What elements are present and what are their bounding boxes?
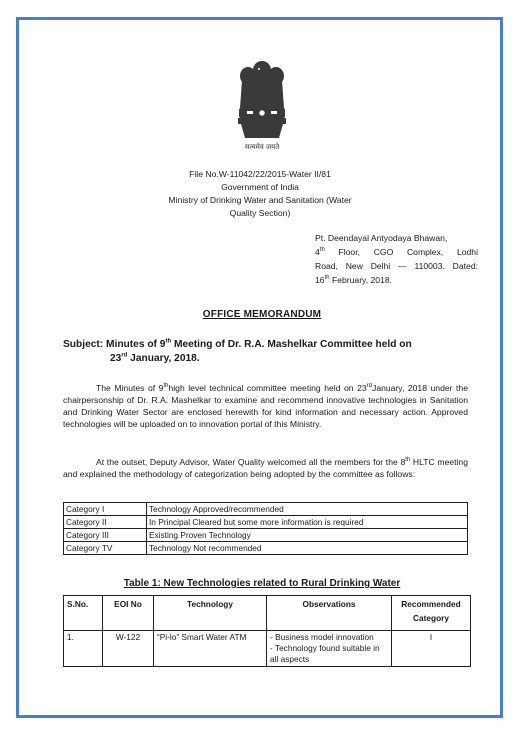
technologies-table [63, 595, 471, 667]
ministry-line: Ministry of Drinking Water and Sanitation (Water [168, 195, 352, 205]
date-day-suffix: th [324, 275, 330, 282]
category-name: Category II [64, 516, 147, 529]
subject-sup-a: th [165, 338, 172, 345]
national-emblem-icon [233, 56, 291, 152]
subject-text-a: Subject: Minutes of 9 [63, 339, 166, 350]
subject-line [63, 338, 473, 366]
address-block [315, 231, 478, 287]
category-description: Existing Proven Technology [147, 529, 468, 542]
para1-sup-b: rd [366, 383, 373, 390]
subject-text-b: Meeting of Dr. R.A. Mashelkar Committee held on [171, 339, 412, 350]
category-description: In Principal Cleared but some more information is required [147, 516, 468, 529]
address-line-3: Road, New Delhi — 110003. Dated: [315, 261, 478, 271]
para1-text-c: January, 2018 under the chairpersonship of Dr. R.A. Mashelkar to examine and recommend innovative technologies in Sanitation and Drinking Water Sector are enclosed herewith for kind information and necessary action. Approved technologies will be uploaded on to innovation portal of this Ministry. [63, 383, 468, 429]
header-technology: Technology [154, 596, 267, 631]
table-row [64, 516, 468, 529]
cell-technology: “Pi-lo” Smart Water ATM [154, 631, 267, 667]
category-name: Category TV [64, 542, 147, 555]
subject-date-rest: January, 2018. [127, 353, 200, 364]
category-name: Category III [64, 529, 147, 542]
address-line-2 [315, 245, 478, 259]
letter-header [150, 168, 370, 220]
cell-eoi: W-122 [103, 631, 154, 667]
subject-sup-b: rd [121, 352, 128, 359]
address-date [315, 273, 478, 287]
header-sno: S.No. [64, 596, 103, 631]
para2-text-a: At the outset, Deputy Advisor, Water Quality welcomed all the members for the 8 [96, 457, 406, 467]
table-row [64, 542, 468, 555]
header-category: Recommended Category [392, 596, 471, 631]
para2-text-b: HLTC meeting and explained the methodology of categorization being adopted by the committee as follows: [63, 457, 468, 479]
category-description: Technology Not recommended [147, 542, 468, 555]
table-header-row [64, 596, 471, 631]
memo-title: OFFICE MEMORANDUM [202, 309, 322, 320]
address-floor-text: Floor, CGO Complex, Lodhi [324, 247, 478, 257]
observation-item: - Technology found suitable in all aspects [270, 643, 380, 664]
paragraph-1 [63, 382, 468, 430]
table-row [64, 631, 471, 667]
header-eoi: EOI No [103, 596, 154, 631]
address-floor-number: 4 [315, 247, 320, 257]
file-number: File No.W-11042/22/2015-Water II/81 [189, 169, 331, 179]
cell-sno: 1. [64, 631, 103, 667]
para2-sup: th [405, 457, 411, 464]
cell-observations [267, 631, 392, 667]
emblem-motto: सत्यमेव जयते [244, 143, 280, 151]
para1-sup-a: th [163, 383, 169, 390]
category-name: Category I [64, 503, 147, 516]
header-observations: Observations [267, 596, 392, 631]
table-row [64, 529, 468, 542]
category-description: Technology Approved/recommended [147, 503, 468, 516]
table-row [64, 503, 468, 516]
subject-line-2 [63, 352, 473, 366]
observation-item: - Business model innovation [270, 632, 374, 642]
para1-text-b: high level technical committee meeting held on 23 [168, 383, 367, 393]
cell-category: I [392, 631, 471, 667]
address-line-1: Pt. Deendayal Antyodaya Bhawan, [315, 233, 448, 243]
date-rest: February, 2018. [329, 275, 392, 285]
subject-date-day: 23 [110, 353, 122, 364]
paragraph-2 [63, 456, 468, 480]
category-table [63, 502, 468, 555]
table1-title: Table 1: New Technologies related to Rural Drinking Water [123, 578, 401, 589]
date-day: 16 [315, 275, 325, 285]
section-line: Quality Section) [229, 208, 291, 218]
para1-text-a: The Minutes of 9 [96, 383, 164, 393]
government-line: Government of India [221, 182, 299, 192]
address-floor-suffix: th [319, 247, 325, 254]
